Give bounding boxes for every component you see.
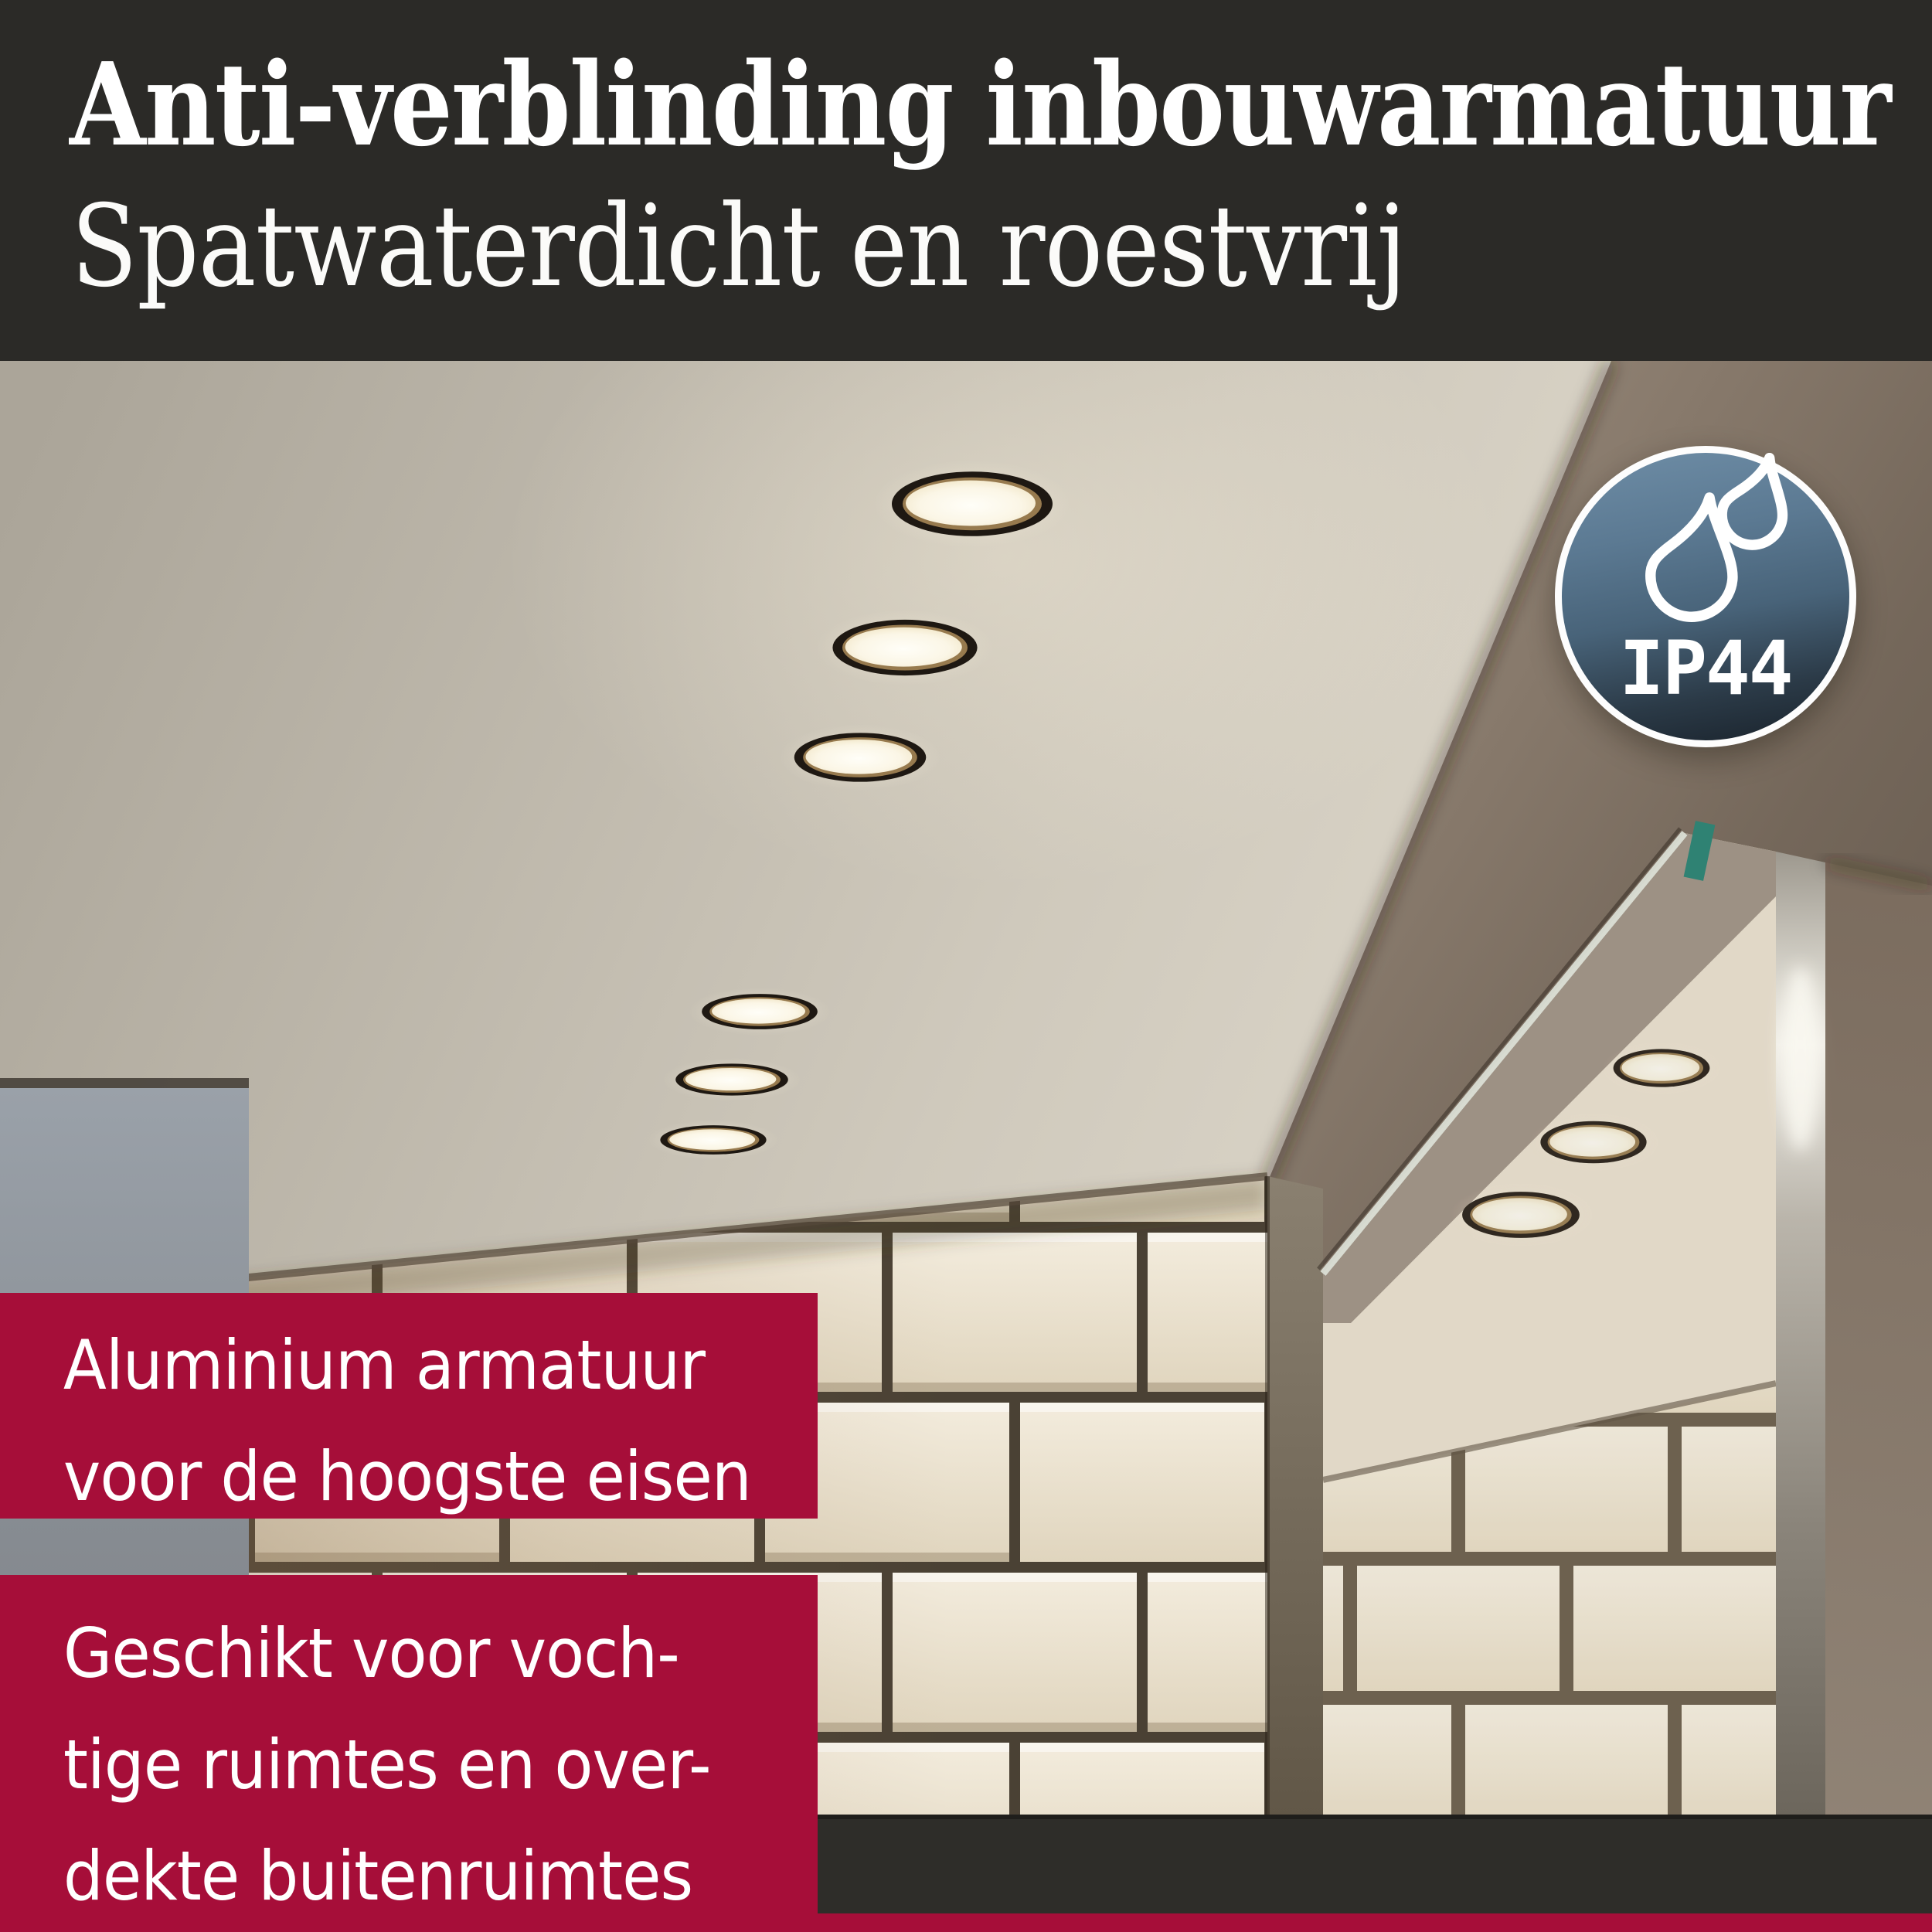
callout-line: voor de hoogste eisen bbox=[63, 1437, 751, 1516]
callout-line: tige ruimtes en over- bbox=[63, 1725, 711, 1804]
wall-right-panel bbox=[1825, 862, 1932, 1816]
callout-line: dekte buitenruimtes bbox=[63, 1836, 693, 1916]
callout-usage bbox=[0, 1575, 818, 1932]
header-band bbox=[0, 0, 1932, 361]
callout-line: Geschikt voor voch- bbox=[63, 1614, 679, 1693]
ip44-badge bbox=[1555, 446, 1856, 747]
callout-material bbox=[0, 1293, 818, 1519]
page-subtitle: Spatwaterdicht en roestvrij bbox=[71, 181, 1406, 312]
callout-line: Aluminium armatuur bbox=[63, 1325, 706, 1405]
badge-label: IP44 bbox=[1619, 624, 1792, 712]
page-title: Anti-verblinding inbouwarmatuur bbox=[70, 37, 1890, 172]
wall-edge-strip bbox=[1267, 1176, 1323, 1816]
